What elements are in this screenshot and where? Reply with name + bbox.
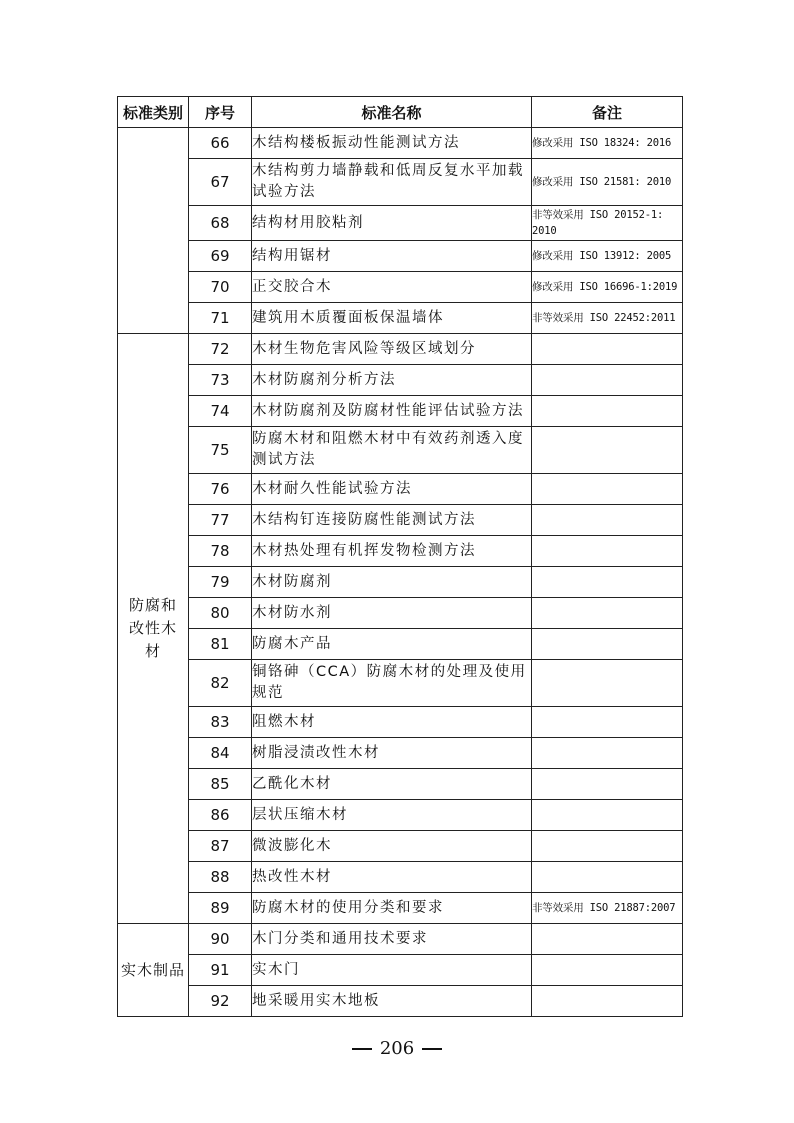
table-row: [118, 128, 683, 159]
header-note: 备注: [532, 97, 683, 128]
seq-cell: 66: [189, 128, 252, 159]
category-label: 防腐和改性木材: [128, 596, 177, 660]
seq-cell: 72: [189, 334, 252, 365]
table-row: [118, 334, 683, 365]
note-cell: [532, 924, 683, 955]
footer-dash-right: [422, 1048, 442, 1050]
name-cell: 木材防腐剂及防腐材性能评估试验方法: [252, 396, 532, 427]
note-cell: [532, 831, 683, 862]
note-cell: [532, 660, 683, 707]
seq-cell: 81: [189, 629, 252, 660]
table-row: [118, 536, 683, 567]
note-cell: [532, 738, 683, 769]
seq-cell: 74: [189, 396, 252, 427]
table-row: [118, 955, 683, 986]
table-row: [118, 738, 683, 769]
seq-cell: 71: [189, 303, 252, 334]
name-cell: 木材生物危害风险等级区域划分: [252, 334, 532, 365]
name-cell: 乙酰化木材: [252, 769, 532, 800]
seq-cell: 84: [189, 738, 252, 769]
seq-cell: 69: [189, 241, 252, 272]
name-cell: 木结构楼板振动性能测试方法: [252, 128, 532, 159]
seq-cell: 68: [189, 206, 252, 241]
note-cell: 修改采用 ISO 16696-1:2019: [532, 272, 683, 303]
seq-cell: 92: [189, 986, 252, 1017]
table-row: [118, 396, 683, 427]
seq-cell: 78: [189, 536, 252, 567]
seq-cell: 86: [189, 800, 252, 831]
table-row: [118, 241, 683, 272]
category-cell: [118, 128, 189, 334]
table-row: [118, 986, 683, 1017]
category-cell: [118, 924, 189, 1017]
note-cell: [532, 474, 683, 505]
note-cell: [532, 365, 683, 396]
seq-cell: 75: [189, 427, 252, 474]
note-cell: [532, 955, 683, 986]
page-number: 206: [379, 1038, 415, 1059]
note-cell: [532, 334, 683, 365]
table-row: [118, 206, 683, 241]
note-cell: [532, 707, 683, 738]
seq-cell: 89: [189, 893, 252, 924]
name-cell: 木材热处理有机挥发物检测方法: [252, 536, 532, 567]
name-cell: 木材防腐剂: [252, 567, 532, 598]
note-cell: [532, 598, 683, 629]
table-row: [118, 629, 683, 660]
name-cell: 结构材用胶粘剂: [252, 206, 532, 241]
table-row: [118, 303, 683, 334]
table-row: [118, 427, 683, 474]
seq-cell: 87: [189, 831, 252, 862]
table-header-row: [118, 97, 683, 128]
note-cell: [532, 862, 683, 893]
table-row: [118, 769, 683, 800]
note-cell: 非等效采用 ISO 20152-1: 2010: [532, 206, 683, 241]
seq-cell: 80: [189, 598, 252, 629]
name-cell: 实木门: [252, 955, 532, 986]
table-row: [118, 707, 683, 738]
table-row: [118, 893, 683, 924]
seq-cell: 88: [189, 862, 252, 893]
note-cell: [532, 800, 683, 831]
name-cell: 防腐木材的使用分类和要求: [252, 893, 532, 924]
name-cell: 木材防水剂: [252, 598, 532, 629]
name-cell: 结构用锯材: [252, 241, 532, 272]
note-cell: 非等效采用 ISO 22452:2011: [532, 303, 683, 334]
footer-dash-left: [352, 1048, 372, 1050]
seq-cell: 90: [189, 924, 252, 955]
name-cell: 热改性木材: [252, 862, 532, 893]
header-name: 标准名称: [252, 97, 532, 128]
note-cell: 非等效采用 ISO 21887:2007: [532, 893, 683, 924]
name-cell: 木材耐久性能试验方法: [252, 474, 532, 505]
seq-cell: 77: [189, 505, 252, 536]
table-row: [118, 800, 683, 831]
seq-cell: 82: [189, 660, 252, 707]
note-cell: [532, 567, 683, 598]
table-body: [118, 128, 683, 1017]
name-cell: 木结构钉连接防腐性能测试方法: [252, 505, 532, 536]
note-cell: [532, 505, 683, 536]
seq-cell: 85: [189, 769, 252, 800]
table-row: [118, 924, 683, 955]
note-cell: 修改采用 ISO 21581: 2010: [532, 159, 683, 206]
seq-cell: 76: [189, 474, 252, 505]
name-cell: 木门分类和通用技术要求: [252, 924, 532, 955]
name-cell: 建筑用木质覆面板保温墙体: [252, 303, 532, 334]
note-cell: [532, 986, 683, 1017]
table-row: [118, 474, 683, 505]
header-seq: 序号: [189, 97, 252, 128]
note-cell: 修改采用 ISO 18324: 2016: [532, 128, 683, 159]
seq-cell: 91: [189, 955, 252, 986]
name-cell: 木结构剪力墙静载和低周反复水平加载试验方法: [252, 159, 532, 206]
seq-cell: 79: [189, 567, 252, 598]
table-row: [118, 567, 683, 598]
name-cell: 阻燃木材: [252, 707, 532, 738]
name-cell: 层状压缩木材: [252, 800, 532, 831]
table-row: [118, 505, 683, 536]
note-cell: [532, 769, 683, 800]
table-row: [118, 862, 683, 893]
category-label: 实木制品: [120, 960, 185, 979]
name-cell: 树脂浸渍改性木材: [252, 738, 532, 769]
name-cell: 防腐木产品: [252, 629, 532, 660]
name-cell: 铜铬砷（CCA）防腐木材的处理及使用规范: [252, 660, 532, 707]
seq-cell: 67: [189, 159, 252, 206]
table-row: [118, 272, 683, 303]
note-cell: [532, 629, 683, 660]
note-cell: 修改采用 ISO 13912: 2005: [532, 241, 683, 272]
name-cell: 微波膨化木: [252, 831, 532, 862]
standards-table: [117, 96, 683, 1017]
note-cell: [532, 396, 683, 427]
name-cell: 地采暖用实木地板: [252, 986, 532, 1017]
table-row: [118, 159, 683, 206]
name-cell: 正交胶合木: [252, 272, 532, 303]
note-cell: [532, 427, 683, 474]
table-row: [118, 365, 683, 396]
table-row: [118, 598, 683, 629]
name-cell: 木材防腐剂分析方法: [252, 365, 532, 396]
note-cell: [532, 536, 683, 567]
seq-cell: 70: [189, 272, 252, 303]
seq-cell: 73: [189, 365, 252, 396]
table-row: [118, 831, 683, 862]
seq-cell: 83: [189, 707, 252, 738]
name-cell: 防腐木材和阻燃木材中有效药剂透入度测试方法: [252, 427, 532, 474]
table-row: [118, 660, 683, 707]
header-category: 标准类别: [118, 97, 189, 128]
page-footer: [0, 1038, 794, 1059]
category-cell: [118, 334, 189, 924]
